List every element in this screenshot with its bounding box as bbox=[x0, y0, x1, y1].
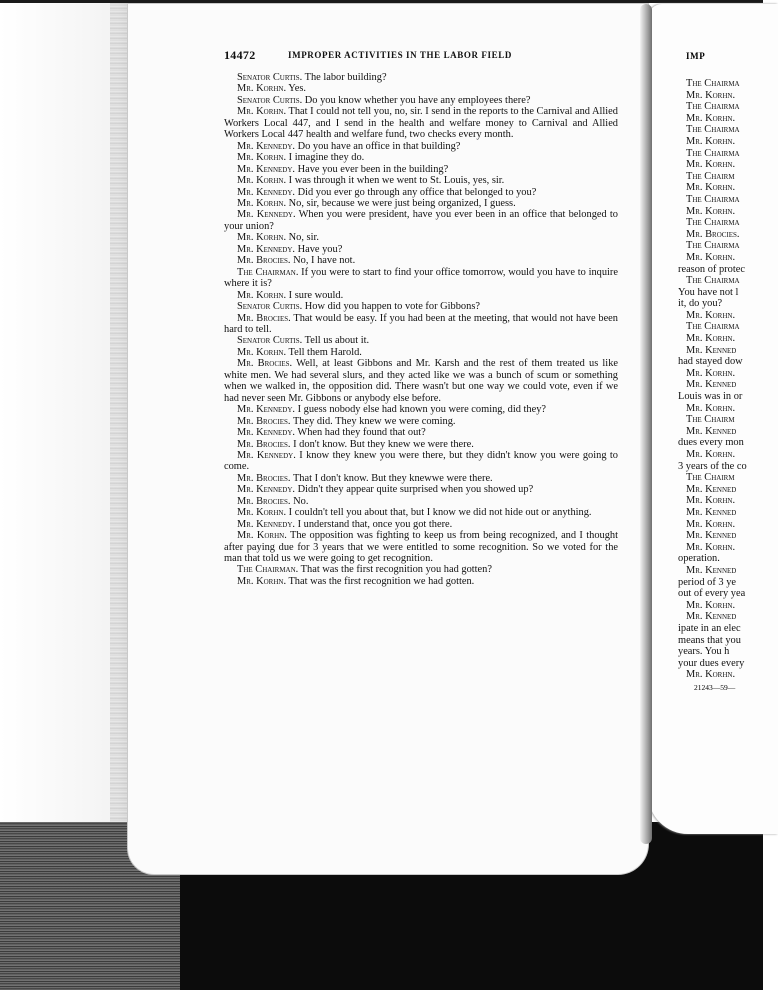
right-running-head: IMP bbox=[686, 51, 706, 61]
right-line bbox=[678, 461, 766, 473]
speech-text: When you were president, have you ever been in an office that belonged to your union? bbox=[224, 209, 618, 232]
top-scan-rule bbox=[0, 0, 763, 3]
speech-text: I understand that, once you got there. bbox=[294, 518, 453, 530]
speaker-name: Senator Curtis. bbox=[237, 335, 303, 347]
speaker-name: Mr. Korhn. bbox=[686, 541, 736, 553]
transcript-paragraph bbox=[224, 530, 618, 564]
right-line bbox=[686, 124, 766, 136]
speaker-name: Senator Curtis. bbox=[237, 301, 303, 313]
right-line bbox=[678, 623, 766, 635]
speaker-name: Mr. Brocies. bbox=[237, 358, 293, 370]
transcript-paragraph bbox=[224, 416, 618, 427]
speech-text: it, do you? bbox=[678, 298, 723, 310]
speaker-name: Mr. Korhn. bbox=[686, 495, 736, 507]
right-line bbox=[686, 495, 766, 507]
transcript-paragraph bbox=[224, 507, 618, 518]
transcript-paragraph bbox=[224, 72, 618, 83]
speaker-name: Mr. Korhn. bbox=[237, 152, 287, 164]
transcript-paragraph bbox=[224, 564, 618, 575]
speaker-name: Mr. Korhn. bbox=[686, 518, 736, 530]
speech-text: I couldn't tell you about that, but I know we did not hide out or anything. bbox=[286, 507, 592, 519]
transcript-paragraph bbox=[224, 496, 618, 507]
speaker-name: Mr. Korhn. bbox=[686, 402, 736, 414]
speaker-name: Mr. Korhn. bbox=[237, 575, 287, 587]
speaker-name: Mr. Korhn. bbox=[686, 205, 736, 217]
right-line bbox=[686, 530, 766, 542]
speech-text: 3 years of the co bbox=[678, 460, 747, 472]
speech-text: your dues every bbox=[678, 657, 745, 669]
right-line bbox=[686, 507, 766, 519]
right-line bbox=[686, 90, 766, 102]
speaker-name: The Chairma bbox=[686, 147, 740, 159]
speaker-name: Mr. Brocies. bbox=[237, 415, 291, 427]
speaker-name: The Chairm bbox=[686, 472, 735, 484]
right-line bbox=[686, 310, 766, 322]
right-line bbox=[686, 379, 766, 391]
speaker-name: The Chairma bbox=[686, 101, 740, 113]
speaker-name: Mr. Korhn. bbox=[686, 449, 736, 460]
signature-footer: 21243—59— bbox=[694, 682, 736, 692]
page-number: 14472 bbox=[224, 48, 256, 62]
speech-text: I was through it when we went to St. Louis, yes, sir. bbox=[286, 175, 505, 187]
speaker-name: The Chairma bbox=[686, 240, 740, 252]
transcript-paragraph bbox=[224, 267, 618, 290]
speech-text: means that you bbox=[678, 634, 741, 646]
transcript-paragraph bbox=[224, 313, 618, 336]
speaker-name: The Chairm bbox=[686, 170, 735, 182]
transcript-paragraph bbox=[224, 106, 618, 140]
transcript-paragraph bbox=[224, 255, 618, 266]
right-line bbox=[686, 148, 766, 160]
speaker-name: The Chairma bbox=[686, 275, 740, 287]
right-line bbox=[678, 356, 766, 368]
right-line bbox=[678, 287, 766, 299]
transcript-paragraph bbox=[224, 83, 618, 94]
speech-text: No. bbox=[290, 495, 309, 507]
right-line bbox=[686, 217, 766, 229]
speaker-name: Mr. Kenned bbox=[686, 564, 737, 576]
speech-text: Yes. bbox=[286, 83, 306, 95]
speaker-name: Mr. Korhn. bbox=[237, 83, 287, 95]
speaker-name: Mr. Brocies. bbox=[237, 255, 291, 267]
speech-text: No, sir. bbox=[286, 232, 319, 244]
speaker-name: Mr. Brocies. bbox=[686, 228, 740, 240]
right-line bbox=[686, 414, 766, 426]
right-line bbox=[678, 577, 766, 589]
speech-text: Tell us about it. bbox=[302, 335, 370, 347]
transcript-paragraph bbox=[224, 335, 618, 346]
right-line bbox=[686, 484, 766, 496]
speaker-name: Mr. Kennedy. bbox=[237, 163, 295, 175]
speaker-name: The Chairman. bbox=[237, 564, 299, 576]
speech-text: If you were to start to find your office tomorrow, would you have to inquire where it is? bbox=[224, 266, 618, 290]
right-line bbox=[686, 194, 766, 206]
transcript-paragraph bbox=[224, 290, 618, 301]
right-line bbox=[678, 391, 766, 403]
transcript-paragraph bbox=[224, 232, 618, 243]
right-page bbox=[678, 48, 766, 692]
transcript-paragraph bbox=[224, 164, 618, 175]
speech-text: The opposition was fighting to keep us from being recognized, and I thought after paying due for 3 years that we were entitled to some recognition. So we voted for the man that told us we were going to get recognition. bbox=[224, 530, 618, 565]
transcript-paragraph bbox=[224, 427, 618, 438]
speaker-name: Mr. Korhn. bbox=[686, 251, 736, 263]
speaker-name: Mr. Kennedy. bbox=[237, 518, 295, 530]
speaker-name: Mr. Korhn. bbox=[237, 289, 287, 301]
speaker-name: Mr. Brocies. bbox=[237, 438, 291, 450]
speaker-name: Mr. Korhn. bbox=[686, 309, 736, 321]
speaker-name: Mr. Korhn. bbox=[686, 599, 736, 611]
transcript-paragraph bbox=[224, 95, 618, 106]
right-line bbox=[686, 472, 766, 484]
speaker-name: Mr. Korhn. bbox=[237, 530, 287, 542]
speaker-name: Mr. Kennedy. bbox=[237, 140, 295, 152]
right-line bbox=[686, 368, 766, 380]
speaker-name: Mr. Brocies. bbox=[237, 472, 291, 484]
speech-text: I guess nobody else had known you were coming, did they? bbox=[294, 404, 547, 416]
speaker-name: Mr. Korhn. bbox=[686, 367, 736, 379]
speaker-name: Mr. Kenned bbox=[686, 379, 737, 391]
right-line bbox=[678, 437, 766, 449]
speaker-name: The Chairma bbox=[686, 124, 740, 136]
speech-text: How did you happen to vote for Gibbons? bbox=[302, 301, 480, 313]
speech-text: That was the first recognition we had gotten. bbox=[286, 575, 475, 587]
speech-text: That would be easy. If you had been at the meeting, that would not have been hard to tell. bbox=[224, 312, 618, 335]
speech-text: Do you know whether you have any employees there? bbox=[302, 94, 531, 106]
right-line bbox=[686, 449, 766, 461]
speaker-name: The Chairma bbox=[686, 78, 740, 89]
speaker-name: Mr. Kenned bbox=[686, 344, 737, 356]
speech-text: operation. bbox=[678, 553, 720, 565]
right-line bbox=[678, 298, 766, 310]
speaker-name: The Chairm bbox=[686, 414, 735, 426]
speaker-name: Mr. Kenned bbox=[686, 506, 737, 518]
speech-text: Do you have an office in that building? bbox=[294, 140, 461, 152]
speaker-name: Mr. Korhn. bbox=[686, 333, 736, 345]
right-line bbox=[686, 611, 766, 623]
transcript-paragraph bbox=[224, 519, 618, 530]
speaker-name: Mr. Korhn. bbox=[237, 175, 287, 187]
right-line bbox=[678, 646, 766, 658]
right-line bbox=[686, 542, 766, 554]
right-line bbox=[686, 669, 766, 681]
speaker-name: Mr. Korhn. bbox=[237, 197, 287, 209]
right-line bbox=[678, 553, 766, 565]
book-gutter bbox=[640, 4, 652, 844]
right-line bbox=[678, 264, 766, 276]
transcript-paragraph bbox=[224, 198, 618, 209]
right-line bbox=[686, 426, 766, 438]
right-line bbox=[686, 159, 766, 171]
right-line bbox=[686, 565, 766, 577]
speech-text: reason of protec bbox=[678, 263, 745, 275]
speech-text: Have you ever been in the building? bbox=[294, 163, 449, 175]
speech-text: When had they found that out? bbox=[294, 427, 426, 439]
speaker-name: Mr. Kennedy. bbox=[237, 404, 295, 416]
speech-text: Have you? bbox=[294, 243, 343, 255]
speech-text: I know they knew you were there, but they didn't know you were going to come. bbox=[224, 449, 619, 473]
right-line bbox=[686, 229, 766, 241]
speech-text: Did you ever go through any office that belonged to you? bbox=[294, 186, 537, 198]
right-line bbox=[678, 658, 766, 670]
transcript-paragraph bbox=[224, 141, 618, 152]
right-line bbox=[686, 275, 766, 287]
speech-text: ipate in an elec bbox=[678, 622, 741, 634]
speech-text: I imagine they do. bbox=[286, 152, 365, 164]
speech-text: Tell them Harold. bbox=[286, 346, 362, 358]
right-line bbox=[686, 252, 766, 264]
right-line bbox=[686, 240, 766, 252]
speech-text: Louis was in or bbox=[678, 391, 743, 403]
speech-text: That I could not tell you, no, sir. I send in the reports to the Carnival and Allied Workers Local 447, and I send in the health and welfare money to Carnival and Allied Workers Local 447 health and welfare fund, two checks every month. bbox=[224, 106, 618, 141]
right-line bbox=[678, 588, 766, 600]
speaker-name: Mr. Kennedy. bbox=[237, 427, 295, 439]
speaker-name: Mr. Korhn. bbox=[686, 135, 736, 147]
speech-text: That I don't know. But they knewwe were there. bbox=[290, 472, 493, 484]
speaker-name: Mr. Brocies. bbox=[237, 312, 291, 324]
speaker-name: Mr. Kennedy. bbox=[237, 484, 295, 496]
transcript-paragraph bbox=[224, 209, 618, 232]
transcript-paragraph bbox=[224, 439, 618, 450]
speech-text: I don't know. But they knew we were there. bbox=[290, 438, 474, 450]
speech-text: No, I have not. bbox=[290, 255, 356, 267]
transcript-paragraph bbox=[224, 450, 618, 473]
transcript-paragraph bbox=[224, 301, 618, 312]
running-head: IMPROPER ACTIVITIES IN THE LABOR FIELD bbox=[288, 50, 512, 60]
speech-text: No, sir, because we were just being organized, I guess. bbox=[286, 197, 516, 209]
right-line bbox=[686, 519, 766, 531]
speaker-name: Mr. Kenned bbox=[686, 425, 737, 437]
right-line bbox=[686, 333, 766, 345]
left-page bbox=[224, 48, 618, 587]
transcript-body bbox=[224, 72, 618, 587]
transcript-paragraph bbox=[224, 473, 618, 484]
speech-text: dues every mon bbox=[678, 437, 744, 449]
speaker-name: Mr. Kennedy. bbox=[237, 186, 295, 198]
right-line bbox=[686, 206, 766, 218]
speech-text: years. You h bbox=[678, 646, 730, 658]
transcript-paragraph bbox=[224, 347, 618, 358]
transcript-paragraph bbox=[224, 175, 618, 186]
right-line bbox=[686, 403, 766, 415]
transcript-paragraph bbox=[224, 244, 618, 255]
speech-text: out of every yea bbox=[678, 588, 746, 600]
speaker-name: The Chairman. bbox=[237, 266, 299, 278]
speaker-name: Mr. Korhn. bbox=[686, 89, 736, 101]
speaker-name: Mr. Korhn. bbox=[237, 106, 287, 118]
transcript-paragraph bbox=[224, 152, 618, 163]
speaker-name: Mr. Kennedy. bbox=[237, 209, 296, 221]
right-line bbox=[686, 101, 766, 113]
right-line bbox=[686, 136, 766, 148]
speaker-name: Senator Curtis. bbox=[237, 94, 303, 106]
speaker-name: Mr. Kenned bbox=[686, 530, 737, 542]
speaker-name: Mr. Brocies. bbox=[237, 495, 291, 507]
speaker-name: Mr. Kenned bbox=[686, 483, 737, 495]
transcript-paragraph bbox=[224, 576, 618, 587]
speech-text: Didn't they appear quite surprised when you showed up? bbox=[294, 484, 534, 496]
transcript-paragraph bbox=[224, 187, 618, 198]
right-line bbox=[686, 321, 766, 333]
speaker-name: Mr. Korhn. bbox=[237, 507, 287, 519]
speech-text: The labor building? bbox=[302, 72, 387, 83]
speech-text: had stayed dow bbox=[678, 356, 743, 368]
transcript-paragraph bbox=[224, 484, 618, 495]
right-transcript-lines bbox=[678, 78, 766, 681]
right-line bbox=[686, 113, 766, 125]
speech-text: period of 3 ye bbox=[678, 576, 736, 588]
speaker-name: Mr. Kennedy. bbox=[237, 243, 295, 255]
speech-text: I sure would. bbox=[286, 289, 344, 301]
right-line bbox=[686, 600, 766, 612]
speaker-name: Mr. Korhn. bbox=[686, 182, 736, 194]
right-line bbox=[686, 78, 766, 90]
speech-text: They did. They knew we were coming. bbox=[290, 415, 456, 427]
transcript-paragraph bbox=[224, 358, 618, 404]
speaker-name: The Chairma bbox=[686, 217, 740, 229]
speech-text: You have not l bbox=[678, 286, 739, 298]
right-line bbox=[686, 182, 766, 194]
page-header bbox=[224, 48, 618, 64]
speaker-name: The Chairma bbox=[686, 321, 740, 333]
speaker-name: Mr. Korhn. bbox=[686, 669, 736, 681]
right-line bbox=[686, 171, 766, 183]
speech-text: Well, at least Gibbons and Mr. Karsh and the rest of them treated us like white men. We had several slurs, and they acted like we was a bunch of scum or something when we walked in, the opposition did. There wasn't but one way we could vote, even if we had never seen Mr. Gibbons or anybody else before. bbox=[224, 358, 618, 404]
right-line bbox=[678, 635, 766, 647]
speaker-name: Mr. Kenned bbox=[686, 611, 737, 623]
speaker-name: Mr. Korhn. bbox=[237, 346, 287, 358]
right-line bbox=[686, 345, 766, 357]
speaker-name: Mr. Kennedy. bbox=[237, 449, 296, 461]
speech-text: That was the first recognition you had gotten? bbox=[298, 564, 492, 576]
transcript-paragraph bbox=[224, 404, 618, 415]
speaker-name: Mr. Korhn. bbox=[686, 112, 736, 124]
speaker-name: The Chairma bbox=[686, 193, 740, 205]
speaker-name: Mr. Korhn. bbox=[237, 232, 287, 244]
speaker-name: Senator Curtis. bbox=[237, 72, 303, 83]
speaker-name: Mr. Korhn. bbox=[686, 159, 736, 171]
